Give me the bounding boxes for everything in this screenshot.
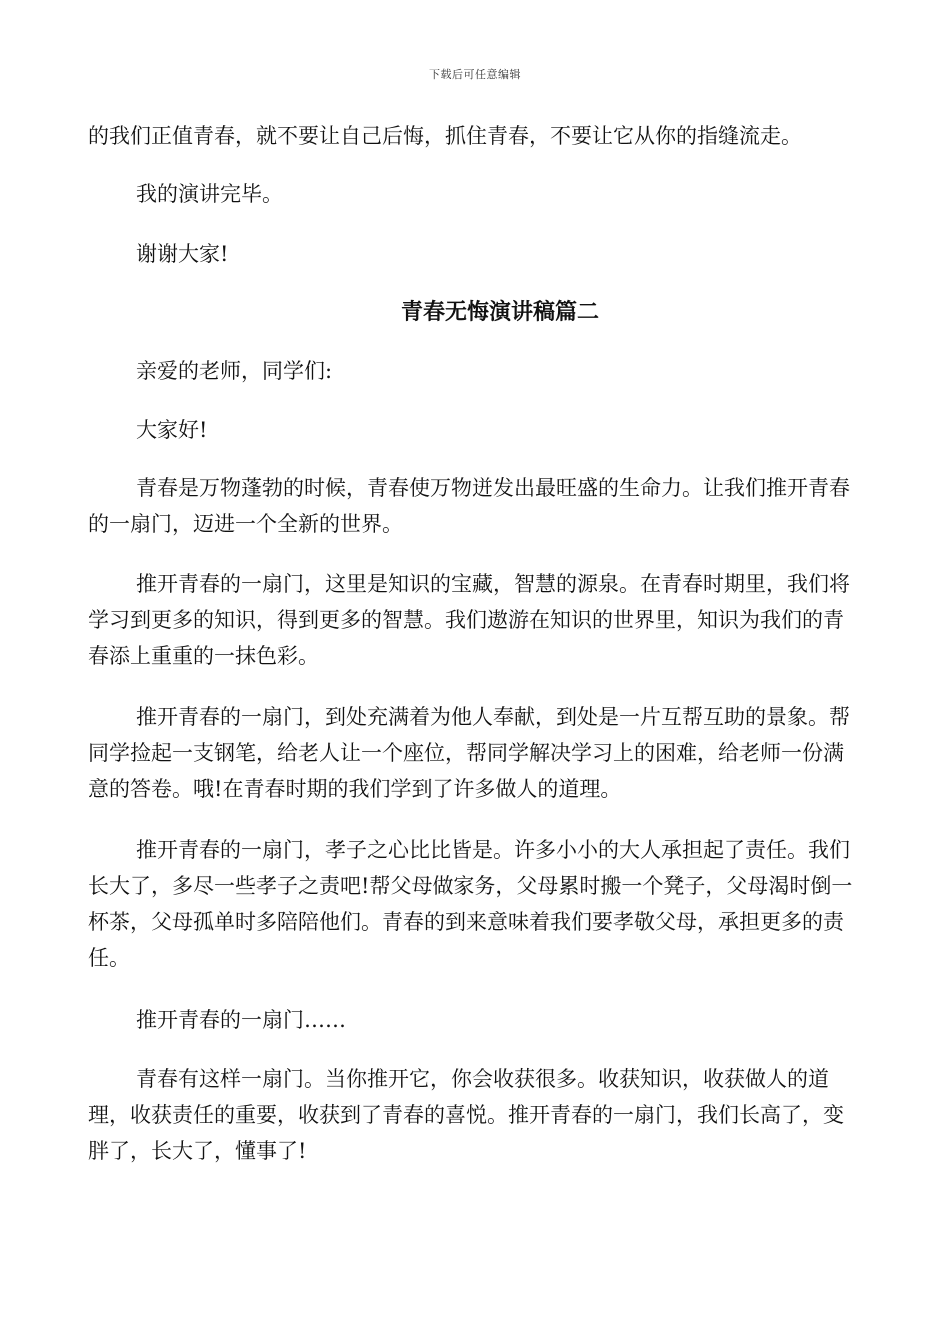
paragraph: 谢谢大家! bbox=[136, 242, 229, 266]
paragraph: 推开青春的一扇门，这里是知识的宝藏，智慧的源泉。在青春时期里，我们将学习到更多的知识，得到更多的智慧。我们遨游在知识的世界里，知识为我们的青春添上重重的一抹色彩。 bbox=[88, 572, 850, 668]
paragraph: 亲爱的老师，同学们: bbox=[136, 359, 333, 383]
paragraph: 推开青春的一扇门…… bbox=[136, 1008, 346, 1032]
paragraph: 的我们正值青春，就不要让自己后悔，抓住青春，不要让它从你的指缝流走。 bbox=[88, 124, 802, 148]
paragraph-continuation bbox=[88, 118, 860, 154]
paragraph: 我的演讲完毕。 bbox=[136, 182, 283, 206]
paragraph: 大家好! bbox=[136, 418, 208, 442]
paragraph-block bbox=[88, 236, 860, 272]
paragraph: 推开青春的一扇门，孝子之心比比皆是。许多小小的大人承担起了责任。我们长大了，多尽一些孝子之责吧!帮父母做家务，父母累时搬一个凳子，父母渴时倒一杯茶，父母孤单时多陪陪他们。青春的到来意味着我们要孝敬父母，承担更多的责任。 bbox=[88, 838, 853, 970]
paragraph-block bbox=[88, 699, 860, 807]
paragraph-block bbox=[88, 1002, 860, 1038]
paragraph: 推开青春的一扇门，到处充满着为他人奉献，到处是一片互帮互助的景象。帮同学捡起一支钢笔，给老人让一个座位，帮同学解决学习上的困难，给老师一份满意的答卷。哦!在青春时期的我们学到了许多做人的道理。 bbox=[88, 705, 850, 801]
header-note: 下载后可任意编辑 bbox=[429, 68, 521, 81]
paragraph-block bbox=[88, 176, 860, 212]
paragraph: 青春是万物蓬勃的时候，青春使万物迸发出最旺盛的生命力。让我们推开青春的一扇门，迈进一个全新的世界。 bbox=[88, 476, 850, 536]
paragraph-block bbox=[88, 353, 860, 389]
paragraph-block bbox=[88, 1061, 860, 1169]
paragraph-block bbox=[88, 412, 860, 448]
paragraph: 青春有这样一扇门。当你推开它，你会收获很多。收获知识，收获做人的道理，收获责任的重要，收获到了青春的喜悦。推开青春的一扇门，我们长高了，变胖了，长大了，懂事了! bbox=[88, 1067, 844, 1163]
paragraph-block bbox=[88, 566, 860, 674]
section-heading: 青春无悔演讲稿篇二 bbox=[400, 299, 599, 325]
paragraph-block bbox=[88, 832, 860, 976]
paragraph-block bbox=[88, 470, 860, 542]
